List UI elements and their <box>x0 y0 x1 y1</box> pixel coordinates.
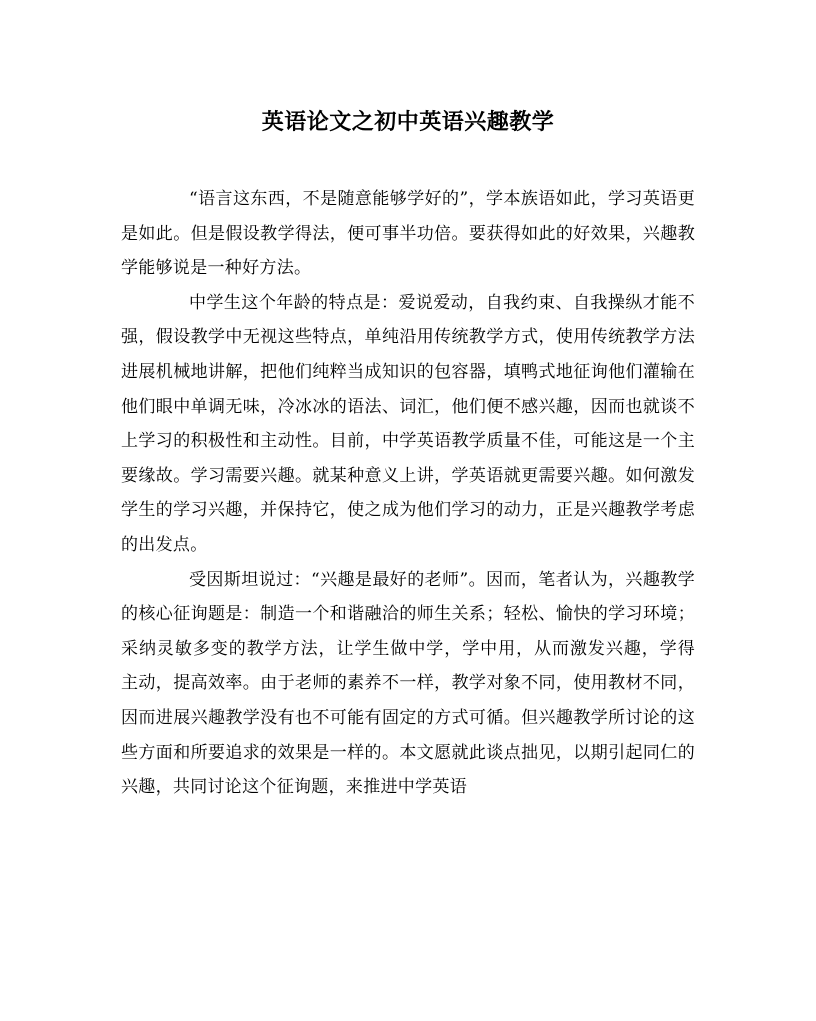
paragraph-3: 受因斯坦说过：“兴趣是最好的老师”。因而，笔者认为，兴趣教学的核心征询题是：制造一个和谐融洽的师生关系；轻松、愉快的学习环境；采纳灵敏多变的教学方法，让学生做中学，学中用，从而激发兴趣，学得 主动，提高效率。由于老师的素养不一样，教学对象不同，使用教材不同，因而进展兴趣教学没有也不可能有固定的方式可循。但兴趣教学所讨论的这些方面和所要追求的效果是一样的。本文愿就此谈点拙见，以期引起同仁的兴趣，共同讨论这个征询题，来推进中学英语 <box>121 569 695 798</box>
paragraph-1: “语言这东西，不是随意能够学好的”，学本族语如此，学习英语更是如此。但是假设教学得法，便可事半功倍。要获得如此的好效果，兴趣教学能够说是一种好方法。 <box>121 189 695 279</box>
document-title: 英语论文之初中英语兴趣教学 <box>261 109 555 135</box>
paragraph-2: 中学生这个年龄的特点是：爱说爱动，自我约束、自我操纵才能不强，假设教学中无视这些特点，单纯沿用传统教学方式，使用传统教学方法进展机械地讲解，把他们纯粹当成知识的包容器，填鸭式地征询他们灌输在他们眼中单调无味，冷冰冰的语法、词汇，他们便不感兴趣，因而也就谈不上学习的积极性和主动性。目前，中学英语教学质量不佳，可能这是一个主要缘故。学习需要兴趣。就某种意义上讲，学英语就更需要兴趣。如何激发学生的学习兴趣，并保持它，使之成为他们学习的动力，正是兴趣教学考虑的出发点。 <box>121 292 695 555</box>
document-body <box>121 182 695 805</box>
